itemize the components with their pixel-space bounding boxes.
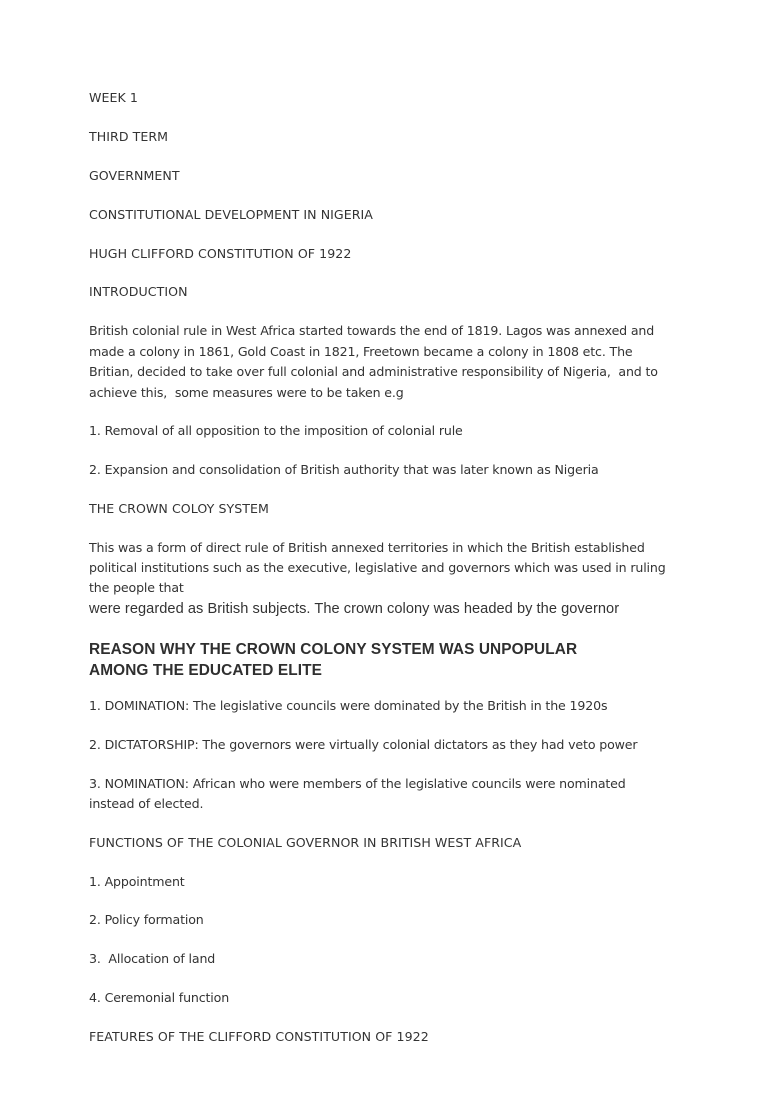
function-item-1: 1. Appointment: [89, 873, 185, 889]
crown-colony-text-normal: This was a form of direct rule of British annexed territories in which the British established political institutions such as the executive, legislative and governors which was used in ruling the people that: [89, 539, 670, 596]
measure-item-2: 2. Expansion and consolidation of British authority that was later known as Nigeria: [89, 461, 599, 477]
features-section-heading: FEATURES OF THE CLIFFORD CONSTITUTION OF 1922: [89, 1029, 429, 1045]
topic-heading: CONSTITUTIONAL DEVELOPMENT IN NIGERIA: [89, 206, 373, 222]
crown-colony-heading: THE CROWN COLOY SYSTEM: [89, 500, 269, 516]
measure-item-1: 1. Removal of all opposition to the imposition of colonial rule: [89, 422, 463, 438]
reason-section-heading: REASON WHY THE CROWN COLONY SYSTEM WAS UNPOPULAR AMONG THE EDUCATED ELITE: [89, 640, 582, 679]
subject-label: GOVERNMENT: [89, 167, 180, 183]
week-label: WEEK 1: [89, 90, 138, 105]
constitution-heading: HUGH CLIFFORD CONSTITUTION OF 1922: [89, 245, 352, 261]
function-item-2: 2. Policy formation: [89, 912, 204, 928]
functions-section-heading: FUNCTIONS OF THE COLONIAL GOVERNOR IN BRITISH WEST AFRICA: [89, 834, 522, 850]
introduction-paragraph: British colonial rule in West Africa started towards the end of 1819. Lagos was annexed and made a colony in 1861, Gold Coast in 1821, Freetown became a colony in 1808 etc. The Britian, decided to take over full colonial and administrative responsibility of Nigeria, and to achieve this, some measures were to be taken e.g: [89, 323, 662, 400]
reason-item-1: 1. DOMINATION: The legislative councils were dominated by the British in the 1920s: [89, 698, 608, 714]
term-label: THIRD TERM: [89, 128, 169, 144]
reason-item-2: 2. DICTATORSHIP: The governors were virtually colonial dictators as they had veto power: [89, 737, 638, 753]
introduction-heading: INTRODUCTION: [89, 284, 188, 300]
crown-colony-paragraph: [89, 538, 674, 621]
reason-item-3: 3. NOMINATION: African who were members of the legislative councils were nominated instead of elected.: [89, 775, 630, 812]
function-item-4: 4. Ceremonial function: [89, 990, 230, 1006]
crown-colony-text-wide: were regarded as British subjects. The crown colony was headed by the governor: [89, 600, 620, 617]
function-item-3: 3. Allocation of land: [89, 951, 216, 967]
